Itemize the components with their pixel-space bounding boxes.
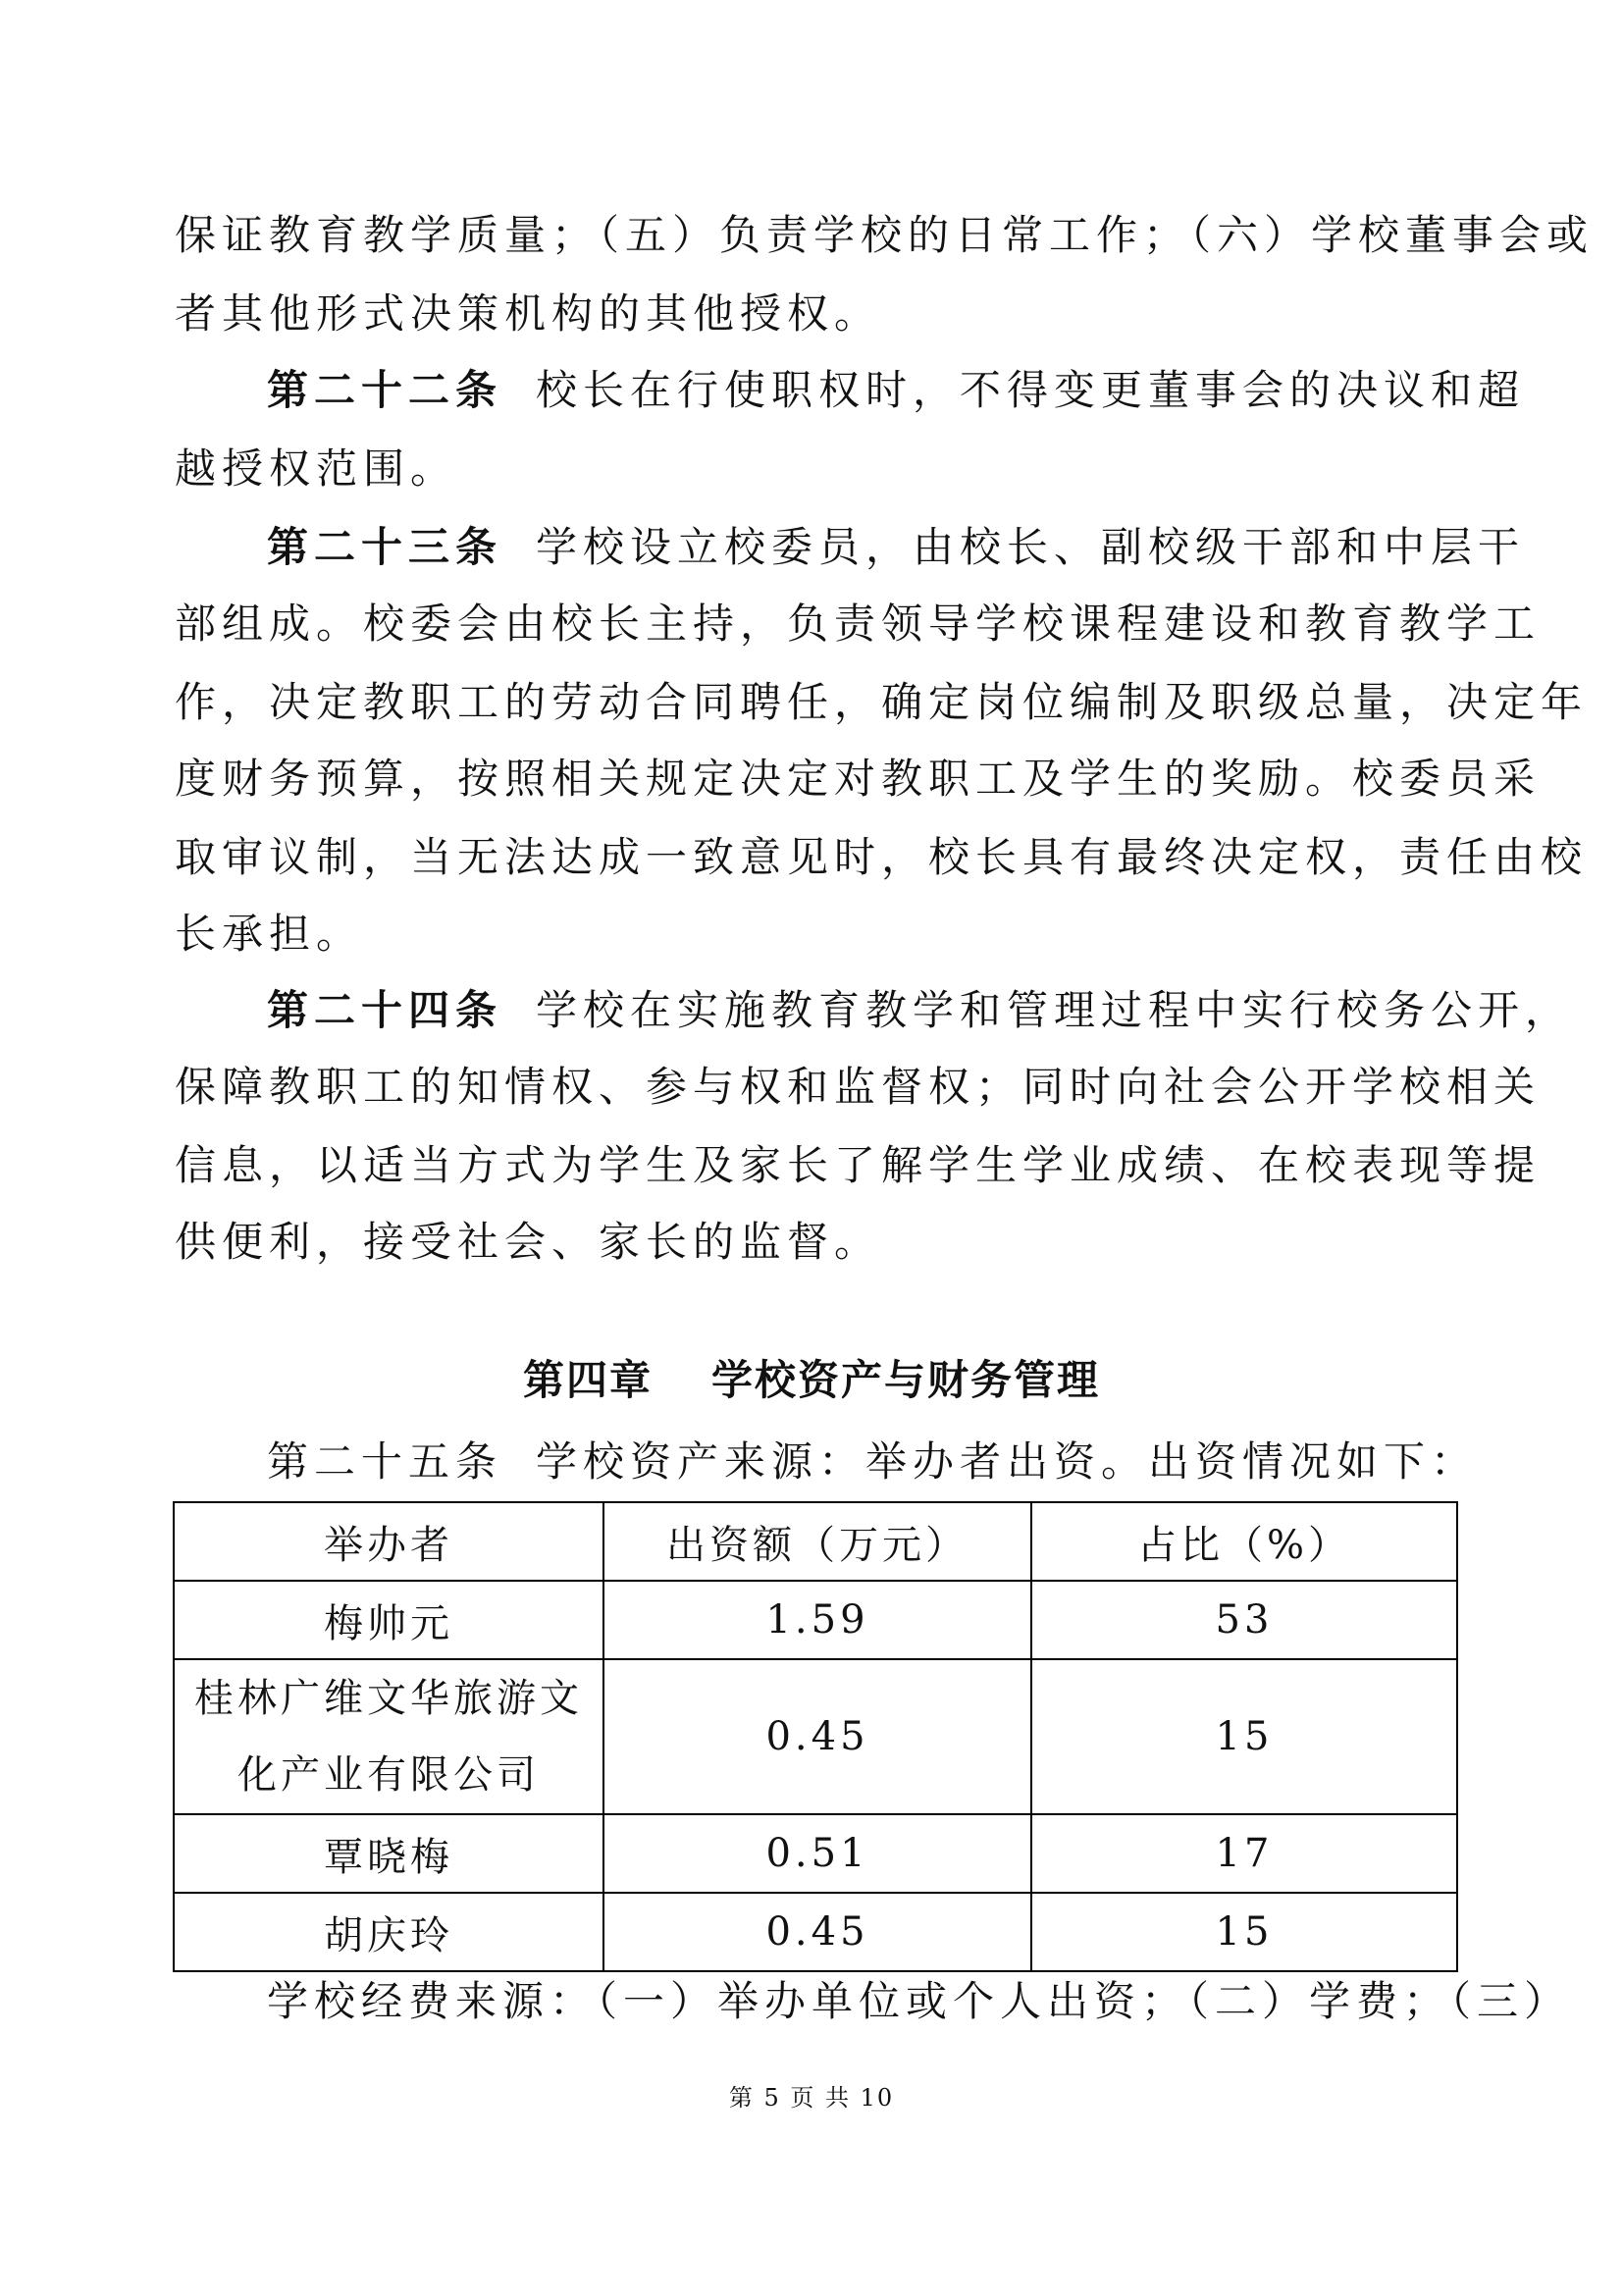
table-header: 出资额（万元） [603, 1502, 1031, 1581]
chapter-title: 学校资产与财务管理 [711, 1356, 1101, 1404]
paragraph-line: 供便利，接受社会、家长的监督。 [175, 1218, 882, 1266]
paragraph-line: 部组成。校委会由校长主持，负责领导学校课程建设和教育教学工 [175, 600, 1542, 648]
table-header: 举办者 [174, 1502, 603, 1581]
investment-table [173, 1501, 1458, 1972]
table-cell-ratio: 15 [1031, 1659, 1457, 1814]
table-cell-name-line: 化产业有限公司 [237, 1752, 540, 1798]
paragraph-line: 保证教育教学质量；（五）负责学校的日常工作；（六）学校董事会或 [175, 211, 1595, 259]
article-22-text: 校长在行使职权时，不得变更董事会的决议和超 [536, 366, 1526, 414]
paragraph-line: 长承担。 [175, 910, 364, 958]
table-cell-name-line: 桂林广维文华旅游文 [194, 1676, 583, 1721]
table-cell-name: 覃晓梅 [174, 1814, 603, 1893]
article-23-text: 学校设立校委员，由校长、副校级干部和中层干 [536, 523, 1526, 571]
table-row [174, 1893, 1457, 1971]
article-25-title: 第二十五条 [267, 1437, 503, 1486]
article-25 [267, 1423, 1543, 1501]
table-cell-name: 胡庆玲 [174, 1893, 603, 1971]
paragraph-line: 取审议制，当无法达成一致意见时，校长具有最终决定权，责任由校 [175, 833, 1589, 881]
table-row [174, 1659, 1457, 1814]
chapter-number: 第四章 [522, 1356, 653, 1404]
paragraph-line: 越授权范围。 [175, 444, 458, 493]
article-22 [267, 351, 1543, 430]
article-22-title: 第二十二条 [267, 366, 503, 414]
table-cell-amount: 0.45 [603, 1659, 1031, 1814]
paragraph-line: 度财务预算，按照相关规定决定对教职工及学生的奖励。校委员采 [175, 755, 1542, 803]
table-header-row [174, 1502, 1457, 1581]
chapter-heading [0, 1346, 1623, 1415]
table-row [174, 1581, 1457, 1659]
table-cell-name [174, 1659, 603, 1814]
table-row [174, 1814, 1457, 1893]
table-cell-ratio: 15 [1031, 1893, 1457, 1971]
article-23 [267, 508, 1543, 587]
funding-source-line: 学校经费来源：（一）举办单位或个人出资；（二）学费；（三） [267, 1977, 1572, 2025]
article-24 [267, 971, 1573, 1050]
table-cell-amount: 1.59 [603, 1581, 1031, 1659]
article-25-text: 学校资产来源：举办者出资。出资情况如下： [536, 1437, 1479, 1486]
page-footer: 第 5 页 共 10 [728, 2084, 895, 2112]
paragraph-line: 者其他形式决策机构的其他授权。 [175, 289, 882, 338]
paragraph-line: 保障教职工的知情权、参与权和监督权；同时向社会公开学校相关 [175, 1063, 1542, 1111]
paragraph-line: 信息，以适当方式为学生及家长了解学生学业成绩、在校表现等提 [175, 1141, 1542, 1189]
article-23-title: 第二十三条 [267, 523, 503, 571]
table-cell-ratio: 17 [1031, 1814, 1457, 1893]
table-cell-amount: 0.45 [603, 1893, 1031, 1971]
table-cell-amount: 0.51 [603, 1814, 1031, 1893]
table-cell-name: 梅帅元 [174, 1581, 603, 1659]
article-24-text: 学校在实施教育教学和管理过程中实行校务公开， [536, 986, 1573, 1034]
article-24-title: 第二十四条 [267, 986, 503, 1034]
table-cell-ratio: 53 [1031, 1581, 1457, 1659]
paragraph-line: 作，决定教职工的劳动合同聘任，确定岗位编制及职级总量，决定年 [175, 678, 1589, 726]
table-header: 占比（%） [1031, 1502, 1457, 1581]
